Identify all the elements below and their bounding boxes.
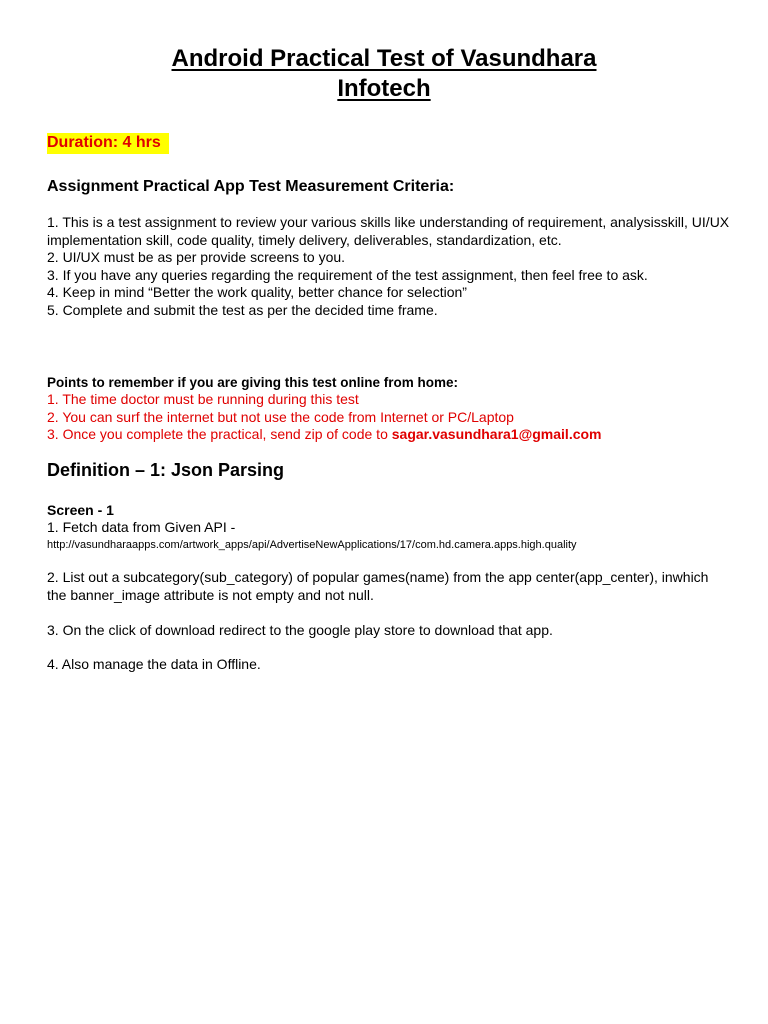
- remember-item-3: [47, 426, 747, 444]
- title-line-2: Infotech: [337, 75, 431, 102]
- email-address: sagar.vasundhara1@gmail.com: [391, 426, 602, 442]
- screen-item-3: 3. On the click of download redirect to the google play store to download that app.: [47, 622, 553, 638]
- remember-heading: Points to remember if you are giving this test online from home:: [47, 375, 459, 390]
- remember-item-2: 2. You can surf the internet but not use the code from Internet or PC/Laptop: [47, 408, 514, 425]
- criteria-list: [47, 214, 737, 319]
- criteria-item-4: 4. Keep in mind “Better the work quality, better chance for selection”: [47, 284, 467, 300]
- screen-item-4: 4. Also manage the data in Offline.: [47, 656, 261, 672]
- document-title: [100, 44, 668, 104]
- screen-heading: Screen - 1: [47, 502, 114, 518]
- criteria-item-2: 2. UI/UX must be as per provide screens to you.: [47, 249, 346, 265]
- criteria-heading: Assignment Practical App Test Measurement Criteria:: [47, 178, 455, 195]
- fetch-instruction: 1. Fetch data from Given API -: [47, 519, 236, 535]
- remember-list: [47, 391, 747, 444]
- criteria-item-1: 1. This is a test assignment to review your various skills like understanding of requirement, analysisskill, UI/UX implementation skill, code quality, timely delivery, deliverables, standardization, etc.: [47, 214, 730, 248]
- remember-item-1: 1. The time doctor must be running during this test: [47, 391, 359, 407]
- criteria-item-5: 5. Complete and submit the test as per the decided time frame.: [47, 301, 438, 318]
- duration-label: Duration: 4 hrs: [47, 133, 169, 154]
- definition-heading: Definition – 1: Json Parsing: [47, 460, 285, 480]
- remember-item-3-text: 3. Once you complete the practical, send zip of code to: [47, 426, 392, 442]
- title-line-1: Android Practical Test of Vasundhara: [171, 45, 597, 72]
- screen-item-2: 2. List out a subcategory(sub_category) of popular games(name) from the app center(app_center), inwhich the banner_image attribute is not empty and not null.: [47, 569, 709, 603]
- api-url: http://vasundharaapps.com/artwork_apps/api/AdvertiseNewApplications/17/com.hd.camera.apps.high.quality: [47, 539, 577, 551]
- criteria-item-3: 3. If you have any queries regarding the requirement of the test assignment, then feel free to ask.: [47, 266, 648, 283]
